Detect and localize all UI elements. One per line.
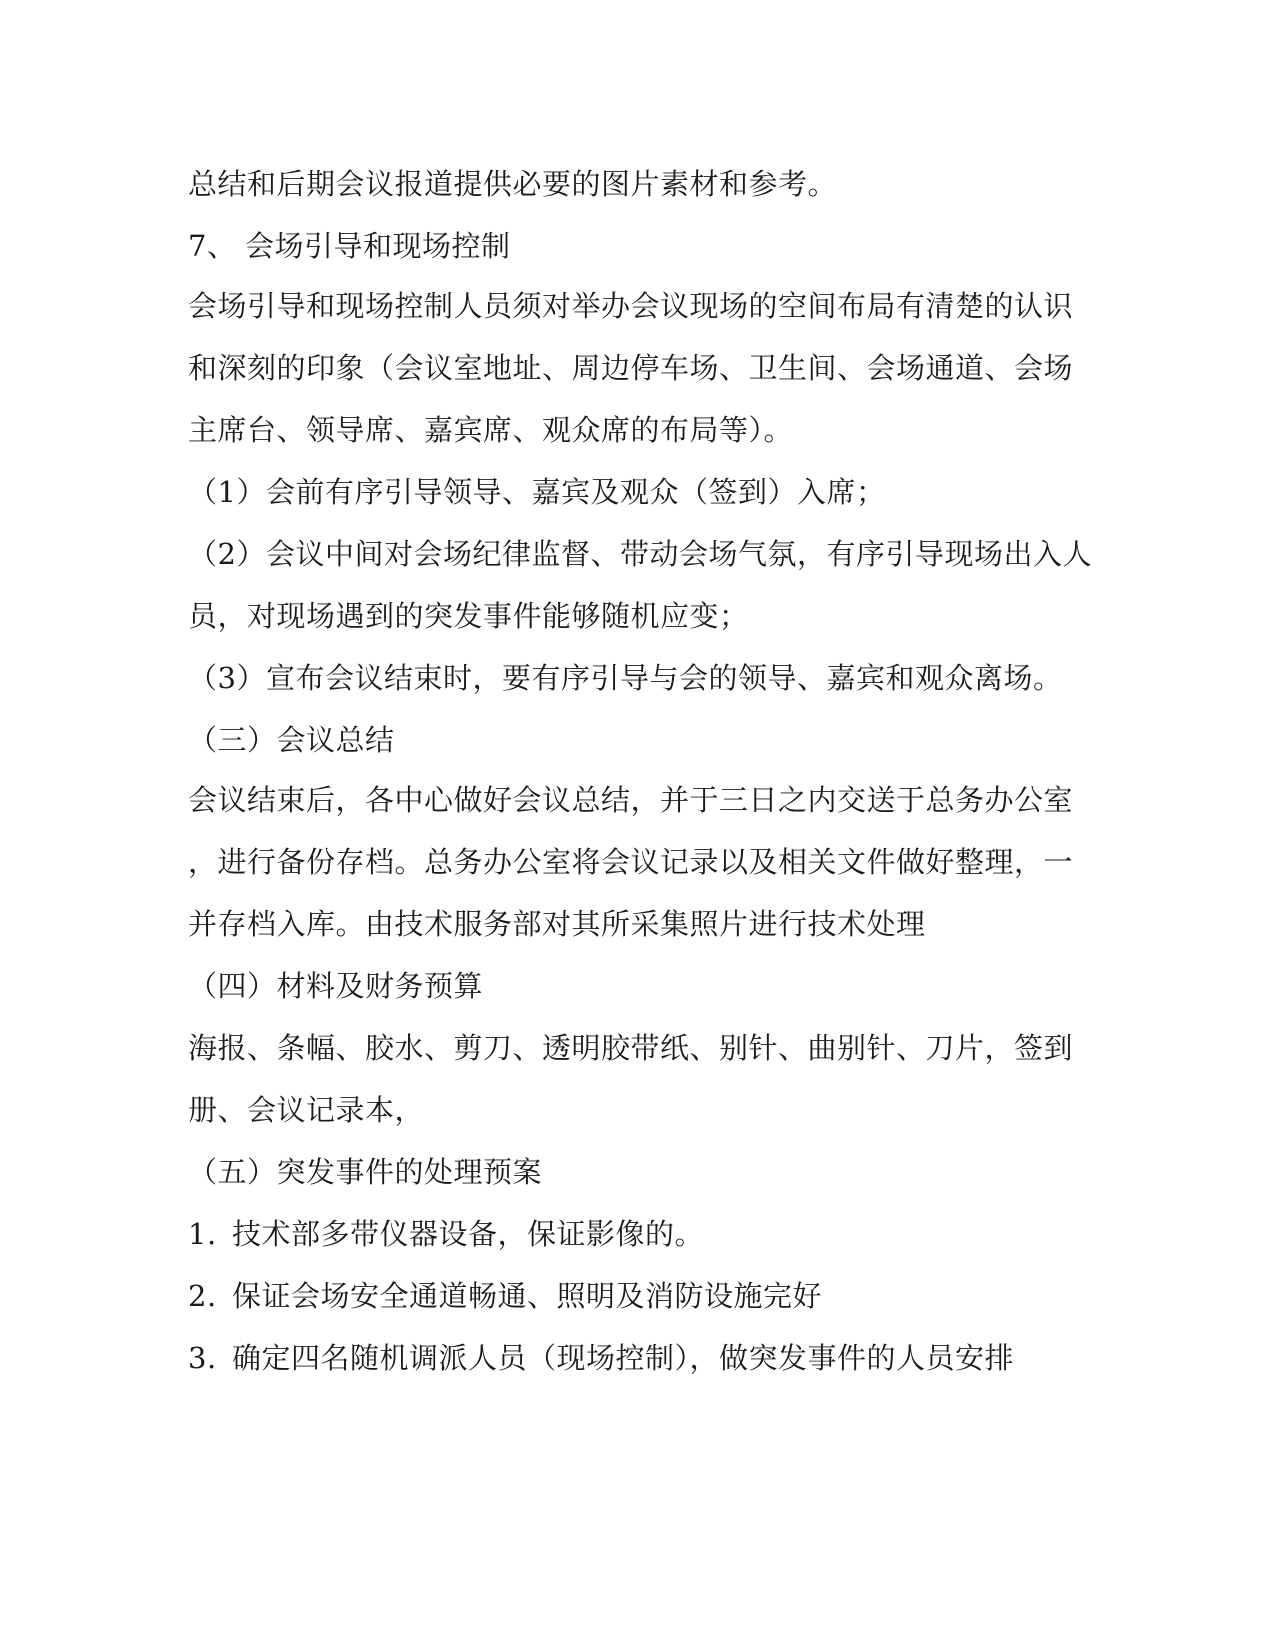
section-heading bbox=[188, 966, 483, 1006]
numbered-item bbox=[188, 1338, 1014, 1378]
line-text: 技术部多带仪器设备，保证影像的。 bbox=[232, 1217, 705, 1251]
line-text: 册、会议记录本， bbox=[188, 1093, 425, 1127]
line-text: 和深刻的印象（会议室地址、周边停车场、卫生间、会场通道、会场 bbox=[188, 351, 1074, 385]
item-number: 3. bbox=[188, 1341, 217, 1375]
paragraph-line bbox=[188, 164, 837, 204]
line-text: 会场引导和现场控制人员须对举办会议现场的空间布局有清楚的认识 bbox=[188, 289, 1074, 323]
line-text: 海报、条幅、胶水、剪刀、透明胶带纸、别针、曲别针、刀片，签到 bbox=[188, 1031, 1074, 1065]
section-heading bbox=[188, 720, 395, 760]
heading-text: （五）突发事件的处理预案 bbox=[188, 1155, 543, 1189]
paragraph-line bbox=[188, 596, 749, 636]
paragraph-line bbox=[188, 286, 1073, 326]
item-number: 7、 bbox=[188, 229, 237, 263]
list-item bbox=[188, 534, 1092, 574]
paragraph-line bbox=[188, 1028, 1073, 1068]
heading-text: （三）会议总结 bbox=[188, 723, 395, 757]
numbered-item bbox=[188, 1276, 822, 1316]
line-text: 保证会场安全通道畅通、照明及消防设施完好 bbox=[232, 1279, 823, 1313]
paragraph-line bbox=[188, 904, 926, 944]
line-text: 会议结束后，各中心做好会议总结，并于三日之内交送于总务办公室 bbox=[188, 783, 1074, 817]
section-heading bbox=[188, 226, 511, 266]
paragraph-line bbox=[188, 348, 1073, 388]
line-text: 总结和后期会议报道提供必要的图片素材和参考。 bbox=[188, 167, 838, 201]
list-item bbox=[188, 472, 885, 512]
line-text: 员，对现场遇到的突发事件能够随机应变； bbox=[188, 599, 749, 633]
paragraph-line bbox=[188, 1090, 424, 1130]
line-text: 并存档入库。由技术服务部对其所采集照片进行技术处理 bbox=[188, 907, 926, 941]
line-text: 确定四名随机调派人员（现场控制），做突发事件的人员安排 bbox=[232, 1341, 1015, 1375]
line-text: （1）会前有序引导领导、嘉宾及观众（签到）入席； bbox=[188, 475, 886, 509]
list-item bbox=[188, 658, 1062, 698]
paragraph-line bbox=[188, 842, 1073, 882]
heading-text: （四）材料及财务预算 bbox=[188, 969, 484, 1003]
line-text: （3）宣布会议结束时，要有序引导与会的领导、嘉宾和观众离场。 bbox=[188, 661, 1063, 695]
paragraph-line bbox=[188, 410, 793, 450]
item-number: 2. bbox=[188, 1279, 217, 1313]
line-text: ，进行备份存档。总务办公室将会议记录以及相关文件做好整理，一 bbox=[188, 845, 1074, 879]
line-text: （2）会议中间对会场纪律监督、带动会场气氛，有序引导现场出入人 bbox=[188, 537, 1092, 571]
paragraph-line bbox=[188, 780, 1073, 820]
section-heading bbox=[188, 1152, 542, 1192]
item-number: 1. bbox=[188, 1217, 217, 1251]
numbered-item bbox=[188, 1214, 704, 1254]
line-text: 主席台、领导席、嘉宾席、观众席的布局等）。 bbox=[188, 413, 794, 447]
heading-text: 会场引导和现场控制 bbox=[245, 229, 511, 263]
